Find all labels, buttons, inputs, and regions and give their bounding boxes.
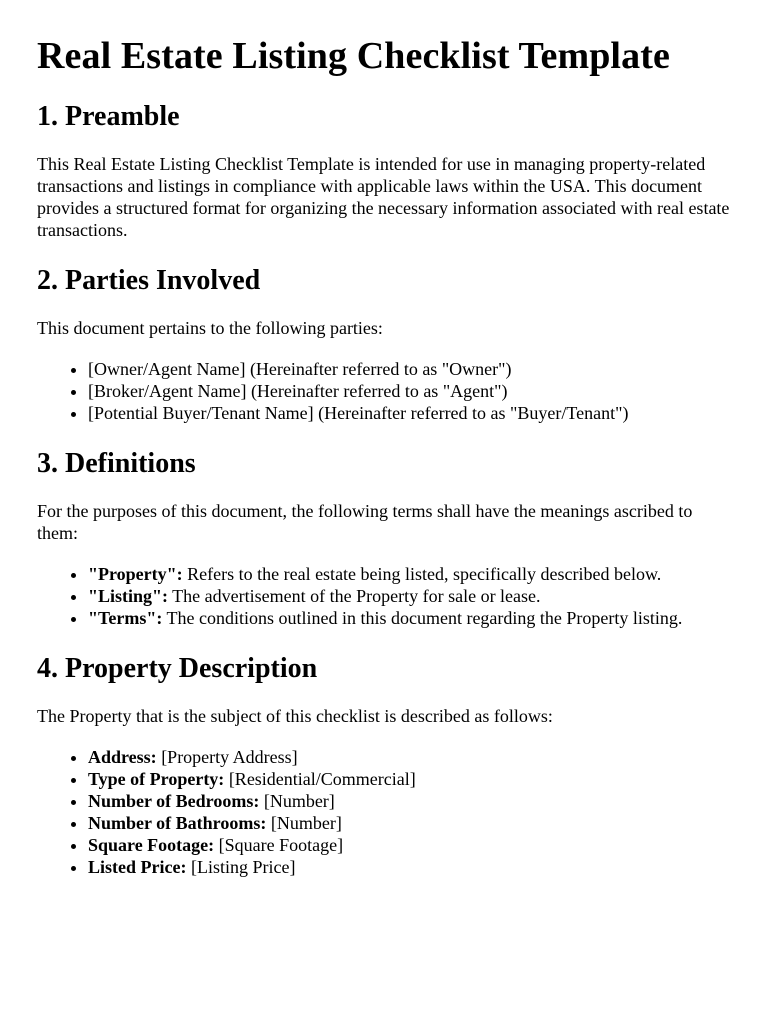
definitions-intro: For the purposes of this document, the following terms shall have the meanings ascribed to them: <box>37 501 693 543</box>
list-item: • [Broker/Agent Name] (Hereinafter referred to as "Agent") <box>88 380 730 402</box>
list-item <box>88 834 730 856</box>
list-item <box>88 585 730 607</box>
property-label: Number of Bedrooms: <box>88 791 260 811</box>
property-value: [Square Footage] <box>214 835 344 855</box>
list-item <box>88 812 730 834</box>
definition-text: The advertisement of the Property for sale or lease. <box>168 586 541 606</box>
property-value: [Number] <box>266 813 342 833</box>
section-heading-parties: 2. Parties Involved <box>37 265 261 296</box>
property-value: [Property Address] <box>156 747 298 767</box>
preamble-paragraph: This Real Estate Listing Checklist Template is intended for use in managing property-related transactions and listings in compliance with applicable laws within the USA. This document provides a structured format for organizing the necessary information associated with real estate transactions. <box>37 154 730 240</box>
property-list <box>37 746 730 878</box>
definitions-list <box>37 563 730 629</box>
parties-intro: This document pertains to the following parties: <box>37 318 383 338</box>
property-intro: The Property that is the subject of this checklist is described as follows: <box>37 706 553 726</box>
property-label: Address: <box>88 747 157 767</box>
property-value: [Listing Price] <box>186 857 296 877</box>
list-item <box>88 790 730 812</box>
list-item <box>88 768 730 790</box>
property-label: Type of Property: <box>88 769 225 789</box>
section-heading-definitions: 3. Definitions <box>37 448 196 479</box>
parties-list <box>37 358 730 424</box>
list-item <box>88 746 730 768</box>
list-item <box>88 856 730 878</box>
section-heading-preamble: 1. Preamble <box>37 101 180 132</box>
definition-text: Refers to the real estate being listed, specifically described below. <box>182 564 662 584</box>
section-heading-property: 4. Property Description <box>37 653 318 684</box>
definition-term: "Property": <box>88 564 183 584</box>
list-item: • [Potential Buyer/Tenant Name] (Hereinafter referred to as "Buyer/Tenant") <box>88 402 730 424</box>
definition-text: The conditions outlined in this document regarding the Property listing. <box>162 608 683 628</box>
list-item <box>88 563 730 585</box>
definition-term: "Terms": <box>88 608 163 628</box>
property-label: Number of Bathrooms: <box>88 813 267 833</box>
property-label: Listed Price: <box>88 857 187 877</box>
property-label: Square Footage: <box>88 835 215 855</box>
list-item: • [Owner/Agent Name] (Hereinafter referred to as "Owner") <box>88 358 730 380</box>
property-value: [Residential/Commercial] <box>224 769 416 789</box>
list-item <box>88 607 730 629</box>
property-value: [Number] <box>259 791 335 811</box>
definition-term: "Listing": <box>88 586 168 606</box>
document-title: Real Estate Listing Checklist Template <box>37 35 670 77</box>
